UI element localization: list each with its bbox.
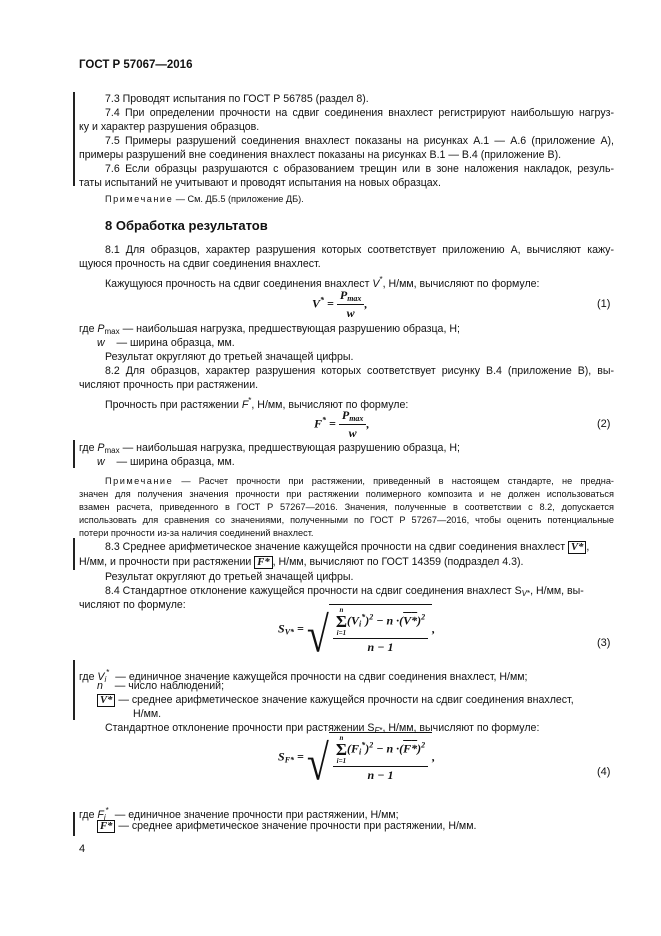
section-heading: 8 Обработка результатов [105, 218, 268, 233]
note-8-2-line: значен для получения значения прочности при растяжении полимерного композита и не должен использоваться [79, 489, 614, 499]
rounding-note-1: Результат округляют до третьей значащей цифры. [105, 351, 354, 363]
note-8-2-line: потери прочности из-за наличия соединений внахлест. [79, 528, 314, 538]
paragraph-8-2-formula-intro: Прочность при растяжении F*, Н/мм, вычисляют по формуле: [105, 396, 409, 411]
change-bar [73, 440, 75, 468]
equation-number: (1) [597, 298, 611, 310]
where-n: n — число наблюдений; [97, 680, 225, 692]
where-vbar: V* — среднее арифметическое значение кажущейся прочности на сдвиг соединения внахлест, [97, 694, 632, 707]
page-header: ГОСТ Р 57067—2016 [79, 59, 193, 71]
paragraph-8-3-cont: Н/мм, и прочности при растяжении F* , Н/мм, вычисляют по ГОСТ 14359 (подраздел 4.3). [79, 556, 524, 568]
where-pmax: где $P_{max}$ — наибольшая нагрузка, предшествующая разрушению образца, Н; [79, 323, 460, 336]
paragraph-7-5: 7.5 Примеры разрушений соединения внахлест показаны на рисунках А.1 — А.6 (приложение А), [105, 135, 614, 147]
paragraph-7-5-cont: примеры разрушений вне соединения внахлест показаны на рисунках В.1 — В.4 (приложение В). [79, 149, 562, 161]
where-w: w — ширина образца, мм. [97, 337, 235, 349]
change-bar [73, 538, 75, 570]
change-bar [73, 812, 75, 836]
paragraph-7-6: 7.6 Если образцы разрушаются с образованием трещин или в зоне наложения накладок, резуль- [105, 163, 614, 175]
paragraph-8-1: 8.1 Для образцов, характер разрушения которых соответствует приложению А, вычисляют кажу- [105, 244, 614, 256]
paragraph-8-2-cont: числяют прочность при растяжении. [79, 379, 259, 391]
paragraph-7-3: 7.3 Проводят испытания по ГОСТ Р 56785 (раздел 8). [105, 93, 369, 105]
paragraph-8-1-cont: щуюся прочность на сдвиг соединения внахлест. [79, 258, 321, 270]
paragraph-8-4: 8.4 Стандартное отклонение кажущейся прочности на сдвиг соединения внахлест $S_{V*}$, Н/мм, вы- [105, 585, 584, 598]
where-vi: где $V_i^*$ — единичное значение кажущейся прочности на сдвиг соединения внахлест, Н/мм; [79, 668, 528, 684]
note-7 [105, 193, 614, 206]
note-label: Примечание [105, 194, 174, 204]
page-number: 4 [79, 843, 86, 855]
paragraph-8-2: 8.2 Для образцов, характер разрушения которых соответствует рисунку В.4 (приложение В), вы- [105, 365, 614, 377]
where-vbar-cont: Н/мм. [133, 708, 162, 720]
formula-1: V* = $\frac{P_{max}}{w}$ , [312, 288, 368, 320]
where-fbar: F* — среднее арифметическое значение прочности при растяжении, Н/мм. [97, 820, 632, 833]
paragraph-7-6-cont: таты испытаний не учитывают и проводят испытания на новых образцах. [79, 177, 441, 189]
formula-3: $S_{V*}$ = √ n Σ i=1 $(V_i^*)^2 - n \cdot(V*)^2$ n − 1 , [278, 606, 436, 663]
change-bar [73, 660, 75, 720]
paragraph-7-4: 7.4 При определении прочности на сдвиг соединения внахлест регистрируют наибольшую нагруз- [105, 107, 614, 119]
equation-number: (3) [597, 637, 611, 649]
paragraph-8-1-formula-intro: Кажущуюся прочность на сдвиг соединения внахлест V*, Н/мм, вычисляют по формуле: [105, 275, 540, 290]
formula-4: $S_{F*}$ = √ n Σ i=1 $(F_i^*)^2 - n \cdot(F*)^2$ n − 1 , [278, 734, 436, 791]
equation-number: (2) [597, 418, 611, 430]
paragraph-8-3: 8.3 Среднее арифметическое значение кажущейся прочности на сдвиг соединения внахлест V* , [105, 541, 590, 553]
where-fi: где $F_i^*$ — единичное значение прочности при растяжении, Н/мм; [79, 806, 399, 822]
rounding-note-2: Результат округляют до третьей значащей цифры. [105, 571, 354, 583]
note-8-2: Примечание — Расчет прочности при растяжении, приведенный в настоящем стандарте, не предна- [105, 476, 614, 486]
paragraph-7-4-cont: ку и характер разрушения образцов. [79, 121, 260, 133]
paragraph-8-4-cont: числяют по формуле: [79, 599, 186, 611]
change-bar [73, 92, 75, 186]
note-8-2-line: взамен расчета, приведенного в ГОСТ Р 57267—2016. Значения, полученные в соответствии с 8.2, допускается [79, 502, 614, 512]
note-8-2-line: использовать для сравнения со значениями, полученными по ГОСТ Р 57267—2016, чтобы оценить потенциальные [79, 515, 614, 525]
formula-2: F* = $\frac{P_{max}}{w}$ , [314, 408, 370, 440]
where-pmax-2: где $P_{max}$ — наибольшая нагрузка, предшествующая разрушению образца, Н; [79, 442, 460, 455]
paragraph-8-4-second: Стандартное отклонение прочности при растяжении $S_{F*}$, Н/мм, вычисляют по формуле: [105, 722, 540, 735]
where-w-2: w — ширина образца, мм. [97, 456, 235, 468]
equation-number: (4) [597, 766, 611, 778]
note-text: — См. ДБ.5 (приложение ДБ). [173, 194, 304, 204]
